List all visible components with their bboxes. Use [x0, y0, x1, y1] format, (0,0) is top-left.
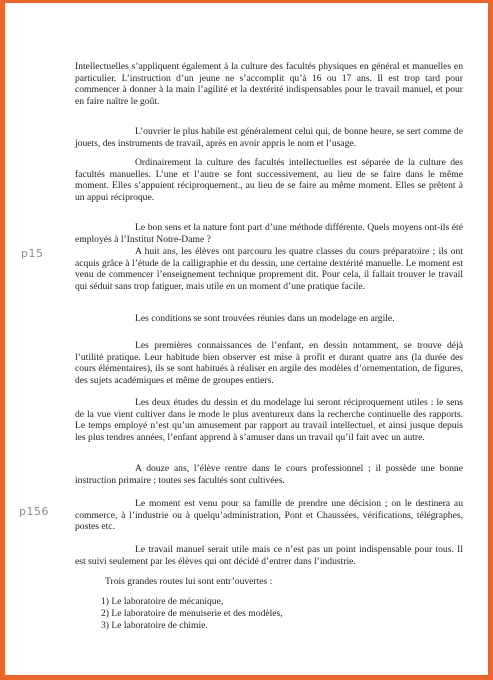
paragraph-10: Le moment est venu pour sa famille de prendre une décision ; on le destinera au commerce, à l’industrie ou à quelqu’administration, Pont et Chaussées, vérifications, télégraphes, postes etc.	[75, 498, 463, 532]
paragraph-5: A huit ans, les élèves ont parcouru les quatre classes du cours préparatoire ; ils ont acquis grâce à l’étude de la calligraphie et du dessin, une certaine dextérité manuelle. Le moment est venu de commencer l’enseignement technique proprement dit. Pour cela, il fallait trouver le travail qui séduit sans trop fatiguer, mais utile en un moment d’une pratique facile.	[75, 246, 463, 292]
paragraph-7: Les premières connaissances de l’enfant, en dessin notamment, se trouve déjà l’utilité pratique. Leur habitude bien observer est mise à profit et durant quatre ans (la durée des cours élémentaires), ils se sont habitués à réaliser en argile des modèles d’ornementation, de figures, des sujets académiques et même de groupes entiers.	[75, 340, 463, 386]
route-item-3: 3) Le laboratoire de chimie.	[101, 620, 208, 631]
paragraph-1: Intellectuelles s’appliquent également à la culture des facultés physiques en général et manuelles en particulier. L’instruction d’un jeune ne s’accomplit qu’à 16 ou 17 ans. Il est trop tard pour commencer à donner à la main l’agilité et la dextérité indispensables pour le travail manuel, et pour en faire naître le goût.	[75, 61, 463, 107]
route-item-2: 2) Le laboratoire de menuiserie et des modèles,	[101, 608, 283, 619]
paragraph-12: Trois grandes routes lui sont entr’ouvertes :	[105, 576, 273, 587]
paragraph-11: Le travail manuel serait utile mais ce n’est pas un point indispensable pour tous. Il est suivi seulement par les élèves qui ont décidé d’entrer dans l’industrie.	[75, 544, 463, 567]
route-item-1: 1) Le laboratoire de mécanique,	[101, 596, 224, 607]
margin-note-p156: p156	[19, 505, 49, 518]
paragraph-6: Les conditions se sont trouvées réunies dans un modelage en argile.	[135, 313, 395, 324]
margin-note-p15: p15	[21, 247, 44, 260]
document-page	[5, 3, 488, 675]
paragraph-9: A douze ans, l’élève rentre dans le cours professionnel ; il possède une bonne instruction primaire ; toutes ses facultés sont cultivées.	[75, 463, 463, 486]
paragraph-4: Le bon sens et la nature font part d’une méthode différente. Quels moyens ont-ils été employés à l’Institut Notre-Dame ?	[75, 222, 463, 245]
paragraph-2: L’ouvrier le plus habile est généralement celui qui, de bonne heure, se sert comme de jouets, des instruments de travail, après en avoir appris le nom et l’usage.	[75, 126, 463, 149]
paragraph-3: Ordinairement la culture des facultés intellectuelles est séparée de la culture des facultés manuelles. L’une et l’autre se font successivement, au lieu de se faire dans le même moment. Elles s’appuient réciproquement., au lieu de se faire au même moment. Elles se prêtent à un appui réciproque.	[75, 157, 463, 203]
paragraph-8: Les deux études du dessin et du modelage lui seront réciproquement utiles : le sens de la vue vient cultiver dans le mode le plus aventureux dans la recherche continuelle des rapports. Le temps employé n’est qu’un amusement par rapport au travail intellectuel, et ainsi jusque depuis les plus tendres années, l’enfant apprend à s’amuser dans un travail qu’il fait avec un autre.	[75, 397, 463, 443]
